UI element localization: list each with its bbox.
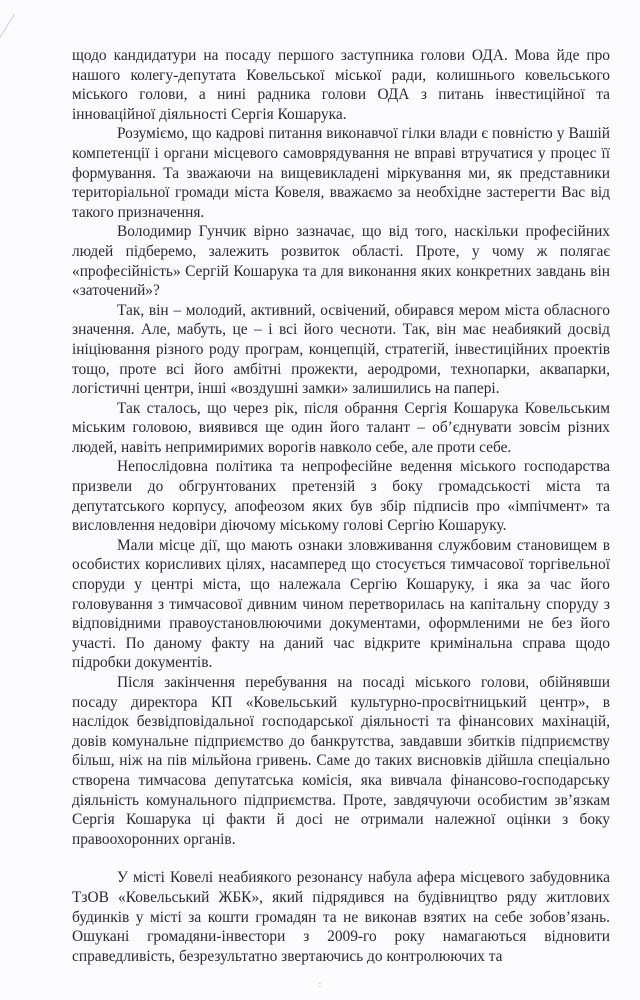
- scan-fold-mark: [0, 14, 15, 65]
- paragraph-personnel-competence: Розуміємо, що кадрові питання виконавчої гілки влади є повністю у Вашій компетенції і органи місцевого самоврядування не вправі втручатися у процес її формування. Та зважаючи на вищевикладені міркування ми, як представники територіальної громади міста Ковеля, вважаємо за необхідне застерегти Вас від такого призначення.: [72, 125, 610, 221]
- paragraph-professionalism: Володимир Гунчик вірно зазначає, що від того, наскільки професійних людей підберемо, залежить розвиток області. Проте, у чому ж полягає «професійність» Сергій Кошарука та для виконання яких конкретних завдань він «заточений»?: [72, 223, 610, 300]
- paragraph-virtues: Так, він – молодий, активний, освічений, обирався мером міста обласного значення. Але, мабуть, це – і всі його чесноти. Так, він має неабиякий досвід ініціювання різного роду програм, концепцій, стратегій, інвестиційних проектів тощо, проте всі його амбітні прожекти, аеродроми, технопарки, аквапарки, логістичні центри, інші «воздушні замки» залишились на папері.: [72, 301, 610, 398]
- page-marker: :: [318, 980, 322, 990]
- paragraph-developer-fraud: У місті Ковелі неабиякого резонансу набула афера місцевого забудовника ТзОВ «Ковельський ЖБК», який підрядився на будівництво ряду житлових будинків у місті за кошти громадян та не виконав взятих на себе зобов’язань. Ошукані громадяни-інвестори з 2009-го року намагаються відновити справедливість, безрезультатно звертаючись до контролюючих та: [72, 869, 610, 965]
- paragraph-policy: Непослідовна політика та непрофесійне ведення міського господарства призвели до обгрунтованих претензій з боку громадськості міста та депутатського корпусу, апофеозом яких був збір підписів про «імпічмент» та висловлення недовіри діючому міському голові Сергію Кошаруку.: [72, 458, 610, 535]
- paragraph-bankruptcy: Після закінчення перебування на посаді міського голови, обійнявши посаду директора КП «Ковельський культурно-просвітницький центр», в наслідок безвідповідальної господарської діяльності та фінансових махінацій, довів комунальне підприємство до банкрутства, завдавши збитків підприємству більш, ніж на пів мільйона гривень. Саме до таких висновків дійшла спеціально створена тимчасова депутатська комісія, яка вивчала фінансово-господарську діяльність комунального підприємства. Проте, завдячуючи особистим зв’язкам Сергія Кошарука ці факти й досі не отримали належної оцінки з боку правоохоронних органів.: [72, 674, 610, 848]
- document-body: [72, 46, 610, 966]
- paragraph-continuation: щодо кандидатури на посаду першого заступника голови ОДА. Мова йде про нашого колегу-депутата Ковельської міської ради, колишнього ковельського міського голови, а нині радника голови ОДА з питань інвестиційної та інноваційної діяльності Сергія Кошарука.: [72, 47, 610, 123]
- paragraph-talent: Так сталось, що через рік, після обрання Сергія Кошарука Ковельським міським головою, виявився ще один його талант – об’єднувати зовсім різних людей, навіть непримиримих ворогів навколо себе, але проти себе.: [72, 399, 610, 456]
- paragraph-abuse: Мали місце дії, що мають ознаки зловживання службовим становищем в особистих корисливих цілях, насамперед що стосується тимчасової торгівельної споруди у центрі міста, що належала Сергію Кошаруку, і яка за час його головування з тимчасової дивним чином перетворилась на капітальну споруду з відповідними правоустановлюючими документами, оформленими не без його участі. По даному факту на даний час відкрите кримінальна справа щодо підробки документів.: [72, 536, 610, 672]
